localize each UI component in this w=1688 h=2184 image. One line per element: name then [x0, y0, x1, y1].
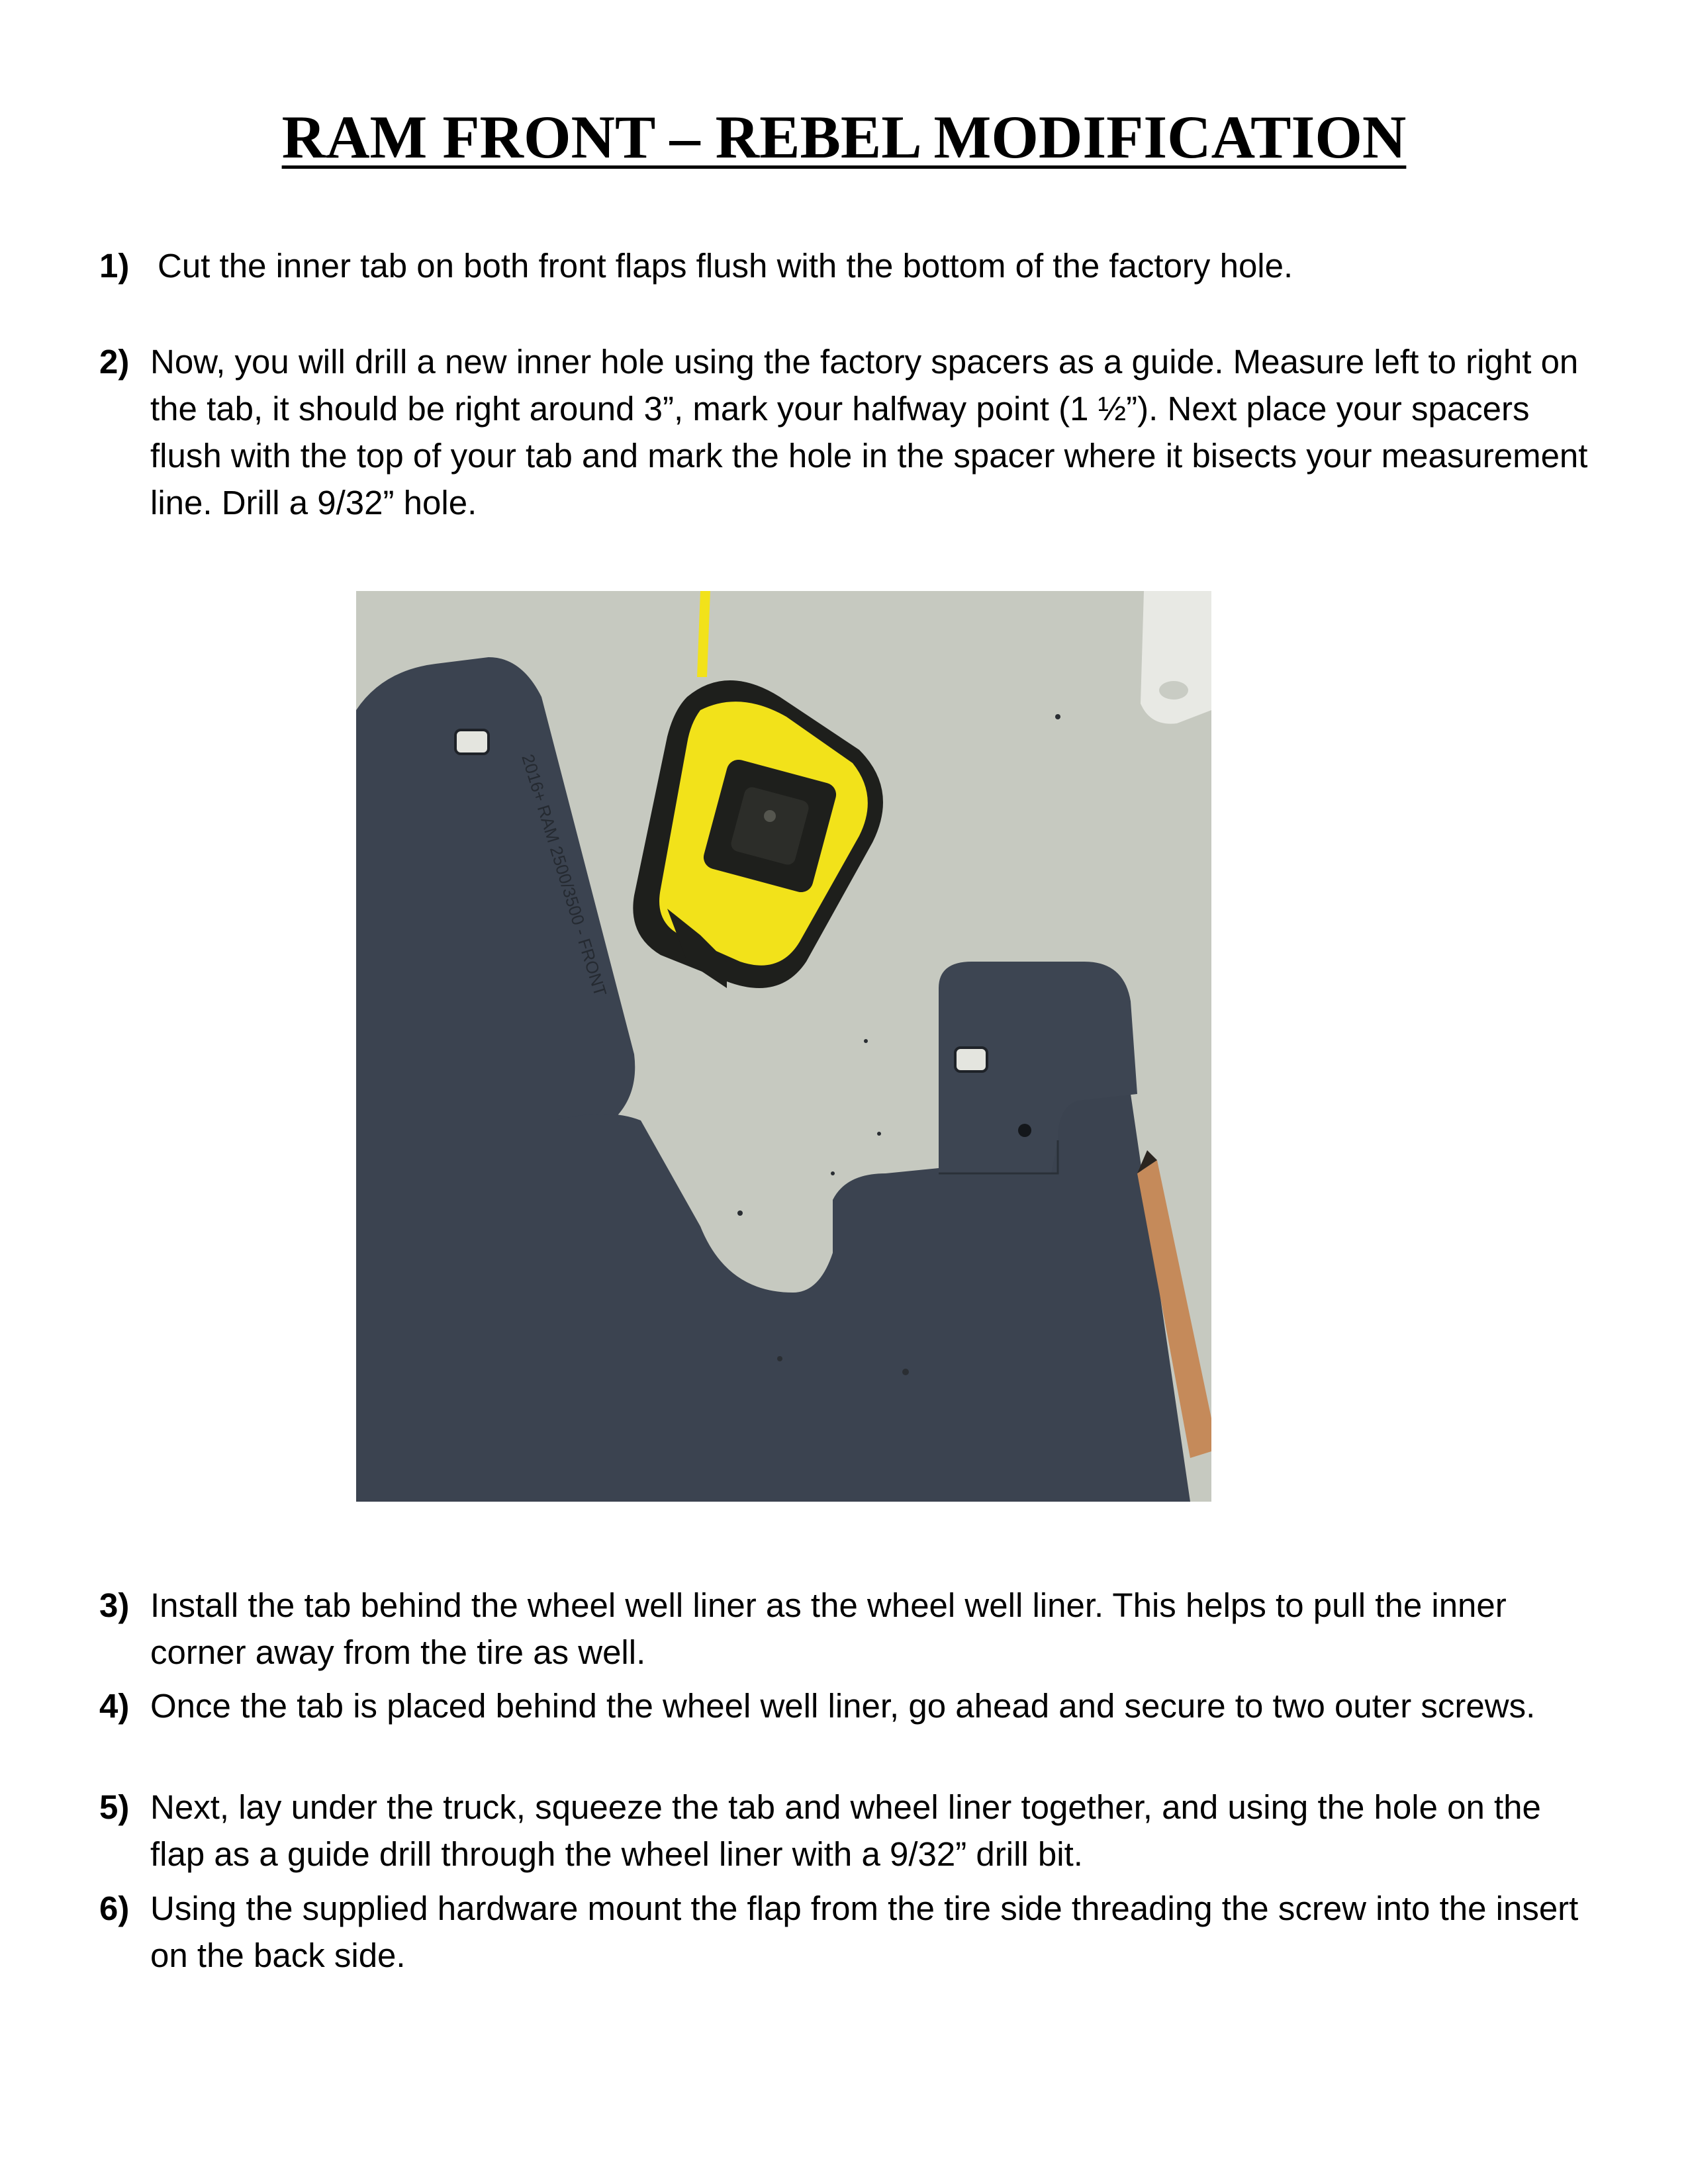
instruction-step-6 [99, 1885, 1595, 1979]
page-title [0, 101, 1688, 173]
step-number: 6) [99, 1889, 130, 1927]
step-text: Once the tab is placed behind the wheel well liner, go ahead and secure to two outer screws. [150, 1687, 1536, 1725]
step-number: 5) [99, 1788, 130, 1826]
flap-imprint-text: 2016+ RAM 2500/3500 - FRONT [518, 751, 611, 999]
instruction-step-4 [99, 1682, 1595, 1729]
step-number: 3) [99, 1586, 130, 1624]
step-text: Cut the inner tab on both front flaps flush with the bottom of the factory hole. [158, 247, 1293, 285]
step-text: Now, you will drill a new inner hole using the factory spacers as a guide. Measure left to right on the tab, it should be right around 3”, mark your halfway point (1 ½”). Next place your spacers flush with the top of your tab and mark the hole in the spacer where it bisects your measurement line. Drill a 9/32” hole. [150, 343, 1588, 522]
step-text: Next, lay under the truck, squeeze the tab and wheel liner together, and using the hole on the flap as a guide drill through the wheel liner with a 9/32” drill bit. [150, 1788, 1541, 1873]
step-text: Install the tab behind the wheel well liner as the wheel well liner. This helps to pull the inner corner away from the tire as well. [150, 1586, 1507, 1671]
step-text: Using the supplied hardware mount the flap from the tire side threading the screw into the insert on the back side. [150, 1889, 1579, 1974]
step-number: 4) [99, 1687, 130, 1725]
step-number: 2) [99, 343, 130, 381]
installation-photo [356, 591, 1211, 1502]
instruction-step-3 [99, 1582, 1595, 1676]
instruction-step-5 [99, 1784, 1595, 1878]
instruction-step-2 [99, 338, 1595, 526]
instruction-step-1 [99, 242, 1595, 289]
step-number: 1) [99, 247, 130, 285]
white-bracket [1141, 591, 1211, 724]
page-title-text: RAM FRONT – REBEL MODIFICATION [281, 103, 1407, 171]
